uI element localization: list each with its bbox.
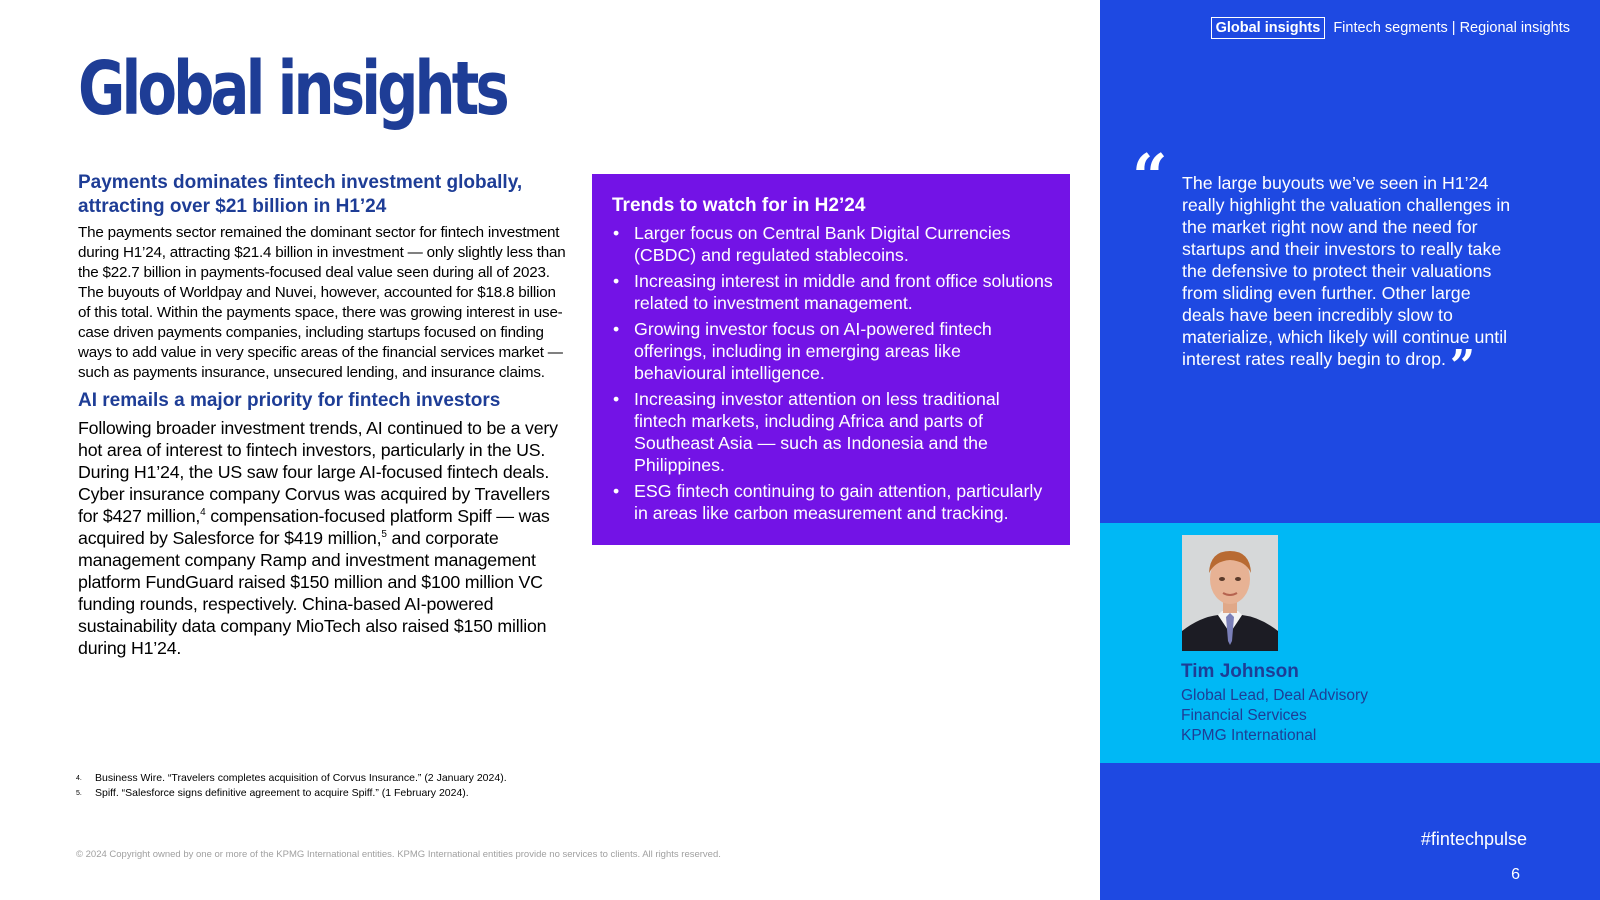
bullet-icon: • — [613, 223, 620, 243]
trend-item — [612, 270, 1056, 314]
trend-text: Increasing interest in middle and front office solutions related to investment management. — [634, 271, 1053, 313]
footnote-ref-5[interactable]: 5 — [381, 529, 387, 541]
footnote-4 — [76, 771, 507, 786]
trends-list — [612, 222, 1056, 524]
footnote-text: Business Wire. “Travelers completes acquisition of Corvus Insurance.” (2 January 2024). — [95, 772, 507, 784]
trend-text: ESG fintech continuing to gain attention, particularly in areas like carbon measurement and tracking. — [634, 481, 1043, 523]
footnote-number: 4. — [76, 775, 82, 782]
payments-paragraph: The payments sector remained the dominant sector for fintech investment during H1’24, attracting $21.4 billion in investment — only slightly less than the $22.7 billion in payments-focused deal value seen during all of 2023. The buyouts of Worldpay and Nuvei, however, accounted for $18.8 billion of this total. Within the payments space, there was growing interest in use-case driven payments companies, including startups focused on finding ways to add value in very specific areas of the financial services market — such as payments insurance, unsecured lending, and insurance claims. — [78, 224, 566, 381]
footnotes — [76, 771, 507, 801]
right-panel — [1100, 0, 1600, 900]
trend-item — [612, 480, 1056, 524]
hashtag: #fintechpulse — [1420, 829, 1527, 849]
footnote-number: 5. — [76, 790, 82, 797]
profile-role — [1181, 686, 1368, 746]
trend-text: Growing investor focus on AI-powered fintech offerings, including in emerging areas like behavioural intelligence. — [634, 319, 992, 383]
trend-item — [612, 222, 1056, 266]
nav-fintech-segments[interactable]: Fintech segments — [1333, 20, 1448, 36]
bullet-icon: • — [613, 389, 620, 409]
trend-text: Increasing investor attention on less traditional fintech markets, including Africa and parts of Southeast Asia — such as Indonesia and the Philippines. — [634, 389, 1000, 475]
open-quote-icon: “ — [1132, 140, 1168, 213]
trends-heading: Trends to watch for in H2’24 — [612, 195, 866, 216]
nav-regional-insights[interactable]: Regional insights — [1459, 20, 1570, 36]
page-title: Global insights — [78, 46, 506, 132]
trend-item — [612, 318, 1056, 384]
trends-box — [592, 174, 1070, 545]
avatar — [1182, 535, 1278, 651]
profile-name: Tim Johnson — [1181, 661, 1299, 682]
bullet-icon: • — [613, 271, 620, 291]
ai-paragraph-part-b: compensation-focused platform Spiff — was acquired by Salesforce for $419 million, — [78, 506, 550, 548]
profile-role-line: Financial Services — [1181, 707, 1307, 724]
quote-text-block — [1182, 172, 1512, 392]
ai-paragraph-part-a: Following broader investment trends, AI continued to be a very hot area of interest to fintech investors, particularly in the US. During H1’24, the US saw four large AI-focused fintech deals. Cyber insurance company Corvus was acquired by Travellers for $427 million, — [78, 418, 558, 526]
copyright-notice: © 2024 Copyright owned by one or more of the KPMG International entities. KPMG International entities provide no services to clients. All rights reserved. — [76, 849, 721, 860]
trend-text: Larger focus on Central Bank Digital Currencies (CBDC) and regulated stablecoins. — [634, 223, 1011, 265]
person-portrait-icon — [1182, 535, 1278, 651]
footnote-5 — [76, 786, 507, 801]
ai-heading: AI remails a major priority for fintech investors — [78, 390, 501, 411]
ai-paragraph — [78, 417, 566, 659]
nav-global-insights[interactable]: Global insights — [1211, 17, 1326, 39]
left-column — [78, 171, 566, 659]
footnote-text: Spiff. “Salesforce signs definitive agreement to acquire Spiff.” (1 February 2024). — [95, 787, 469, 799]
close-quote-icon: ” — [1449, 341, 1476, 392]
profile-role-line: Global Lead, Deal Advisory — [1181, 687, 1368, 704]
profile-role-line: KPMG International — [1181, 727, 1317, 744]
payments-heading: Payments dominates fintech investment globally, attracting over $21 billion in H1’24 — [78, 172, 523, 217]
footnote-ref-4[interactable]: 4 — [200, 507, 206, 519]
quote-text: The large buyouts we’ve seen in H1’24 really highlight the valuation challenges in the market right now and the need for startups and their investors to really take the defensive to protect their valuations from sliding even further. Other large deals have been incredibly slow to materialize, which likely will continue until interest rates really begin to drop. — [1182, 173, 1511, 369]
ai-paragraph-part-c: and corporate management company Ramp and investment management platform FundGuard raised $150 million and $100 million VC funding rounds, respectively. China-based AI-powered sustainability data company MioTech also raised $150 million during H1’24. — [78, 528, 547, 658]
nav-separator: | — [1451, 20, 1456, 36]
section-nav — [1100, 17, 1600, 39]
bullet-icon: • — [613, 319, 620, 339]
trend-item — [612, 388, 1056, 476]
bullet-icon: • — [613, 481, 620, 501]
page-number: 6 — [1511, 866, 1520, 883]
